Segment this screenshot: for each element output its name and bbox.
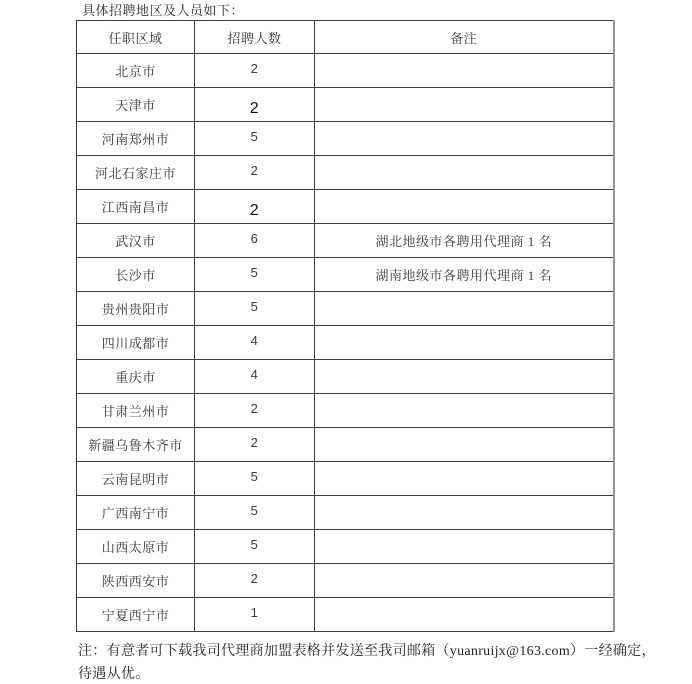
- table-row: [77, 564, 614, 598]
- note-text: [78, 640, 678, 684]
- region-cell: 重庆市: [77, 360, 195, 394]
- region-cell: 新疆乌鲁木齐市: [77, 428, 195, 462]
- count-cell: 2: [195, 190, 315, 224]
- table-row: [77, 428, 614, 462]
- region-cell: 四川成都市: [77, 326, 195, 360]
- table-row: [77, 462, 614, 496]
- region-cell: 甘肃兰州市: [77, 394, 195, 428]
- table-row: [77, 360, 614, 394]
- table-row: [77, 54, 614, 88]
- remark-cell: [315, 394, 614, 428]
- remark-cell: [315, 292, 614, 326]
- count-cell: 2: [195, 54, 315, 88]
- region-cell: 北京市: [77, 54, 195, 88]
- region-cell: 河北石家庄市: [77, 156, 195, 190]
- column-header-remark: 备注: [315, 21, 614, 54]
- column-header-count: 招聘人数: [195, 21, 315, 54]
- table-row: [77, 122, 614, 156]
- count-cell: 5: [195, 530, 315, 564]
- count-cell: 5: [195, 122, 315, 156]
- remark-cell: [315, 428, 614, 462]
- region-cell: 陕西西安市: [77, 564, 195, 598]
- remark-cell: 湖北地级市各聘用代理商 1 名: [315, 224, 614, 258]
- region-cell: 宁夏西宁市: [77, 598, 195, 632]
- table-body: [77, 54, 614, 632]
- remark-cell: [315, 156, 614, 190]
- remark-cell: [315, 88, 614, 122]
- count-cell: 5: [195, 292, 315, 326]
- table-row: [77, 530, 614, 564]
- recruitment-table: [76, 20, 615, 632]
- remark-cell: [315, 598, 614, 632]
- table-row: [77, 156, 614, 190]
- remark-cell: [315, 496, 614, 530]
- count-cell: 5: [195, 462, 315, 496]
- region-cell: 江西南昌市: [77, 190, 195, 224]
- region-cell: 河南郑州市: [77, 122, 195, 156]
- remark-cell: [315, 564, 614, 598]
- table-row: [77, 258, 614, 292]
- count-cell: 2: [195, 88, 315, 122]
- region-cell: 天津市: [77, 88, 195, 122]
- table-row: [77, 292, 614, 326]
- count-cell: 1: [195, 598, 315, 632]
- table-row: [77, 326, 614, 360]
- note-line-1: 注：有意者可下载我司代理商加盟表格并发送至我司邮箱（yuanruijx@163.com）一经确定，: [78, 644, 656, 659]
- table-row: [77, 88, 614, 122]
- region-cell: 贵州贵阳市: [77, 292, 195, 326]
- table-row: [77, 598, 614, 632]
- region-cell: 广西南宁市: [77, 496, 195, 530]
- remark-cell: [315, 326, 614, 360]
- column-header-region: 任职区域: [77, 21, 195, 54]
- count-cell: 2: [195, 564, 315, 598]
- count-cell: 5: [195, 258, 315, 292]
- region-cell: 山西太原市: [77, 530, 195, 564]
- remark-cell: [315, 190, 614, 224]
- count-cell: 2: [195, 428, 315, 462]
- region-cell: 长沙市: [77, 258, 195, 292]
- table-row: [77, 496, 614, 530]
- table-row: [77, 394, 614, 428]
- remark-cell: [315, 530, 614, 564]
- count-cell: 2: [195, 156, 315, 190]
- note-line-2: 待遇从优。: [78, 667, 150, 682]
- count-cell: 5: [195, 496, 315, 530]
- table-row: [77, 224, 614, 258]
- remark-cell: 湖南地级市各聘用代理商 1 名: [315, 258, 614, 292]
- count-cell: 4: [195, 360, 315, 394]
- region-cell: 云南昆明市: [77, 462, 195, 496]
- region-cell: 武汉市: [77, 224, 195, 258]
- remark-cell: [315, 360, 614, 394]
- count-cell: 4: [195, 326, 315, 360]
- remark-cell: [315, 54, 614, 88]
- count-cell: 2: [195, 394, 315, 428]
- remark-cell: [315, 122, 614, 156]
- count-cell: 6: [195, 224, 315, 258]
- intro-text: 具体招聘地区及人员如下：: [82, 3, 245, 18]
- remark-cell: [315, 462, 614, 496]
- table-header-row: [77, 21, 614, 54]
- table-row: [77, 190, 614, 224]
